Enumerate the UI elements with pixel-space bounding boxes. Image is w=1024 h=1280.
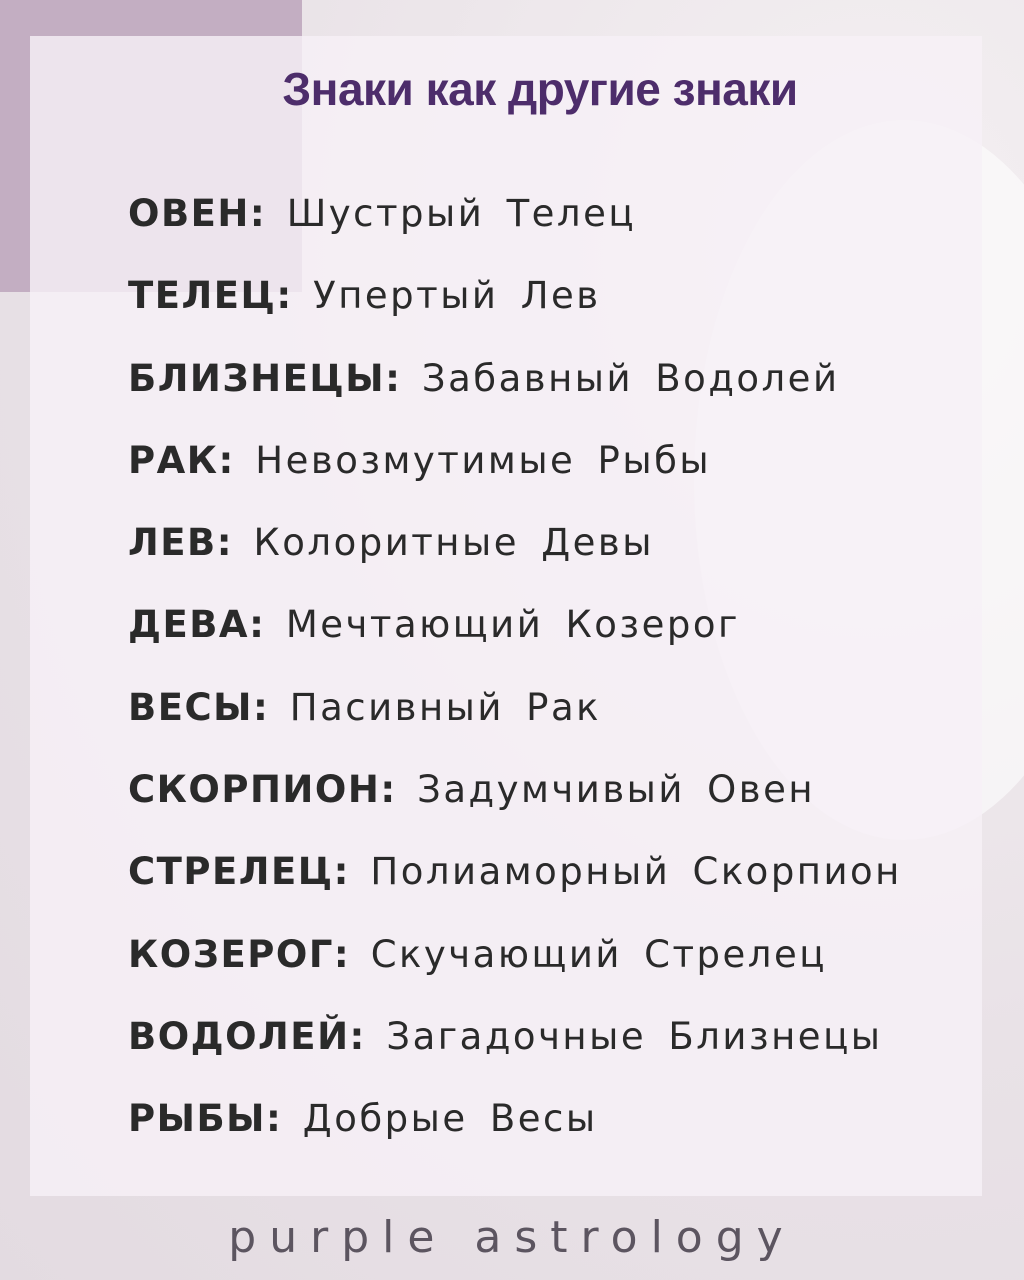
sign-description: Полиаморный Скорпион <box>370 850 902 894</box>
sign-description: Мечтающий Козерог <box>285 603 740 647</box>
list-item: СТРЕЛЕЦ: Полиаморный Скорпион <box>128 850 902 894</box>
list-item: ДЕВА: Мечтающий Козерог <box>128 603 740 647</box>
list-item: ВОДОЛЕЙ: Загадочные Близнецы <box>128 1014 883 1058</box>
page-title: Знаки как другие знаки <box>282 63 798 115</box>
sign-name: ТЕЛЕЦ <box>128 274 277 318</box>
sign-description: Колоритные Девы <box>253 521 654 565</box>
list-item: РАК: Невозмутимые Рыбы <box>128 438 712 482</box>
list-item: ОВЕН: Шустрый Телец <box>128 192 637 235</box>
sign-description: Загадочные Близнецы <box>386 1014 883 1058</box>
list-item: СКОРПИОН: Задумчивый Овен <box>128 768 816 812</box>
list-item: ТЕЛЕЦ: Упертый Лев <box>128 274 601 318</box>
list-item: БЛИЗНЕЦЫ: Забавный Водолей <box>128 356 840 400</box>
sign-name: РЫБЫ <box>128 1097 266 1141</box>
list-item: РЫБЫ: Добрые Весы <box>128 1097 598 1141</box>
sign-description: Забавный Водолей <box>421 356 840 400</box>
sign-description: Скучающий Стрелец <box>370 932 827 976</box>
list-item: КОЗЕРОГ: Скучающий Стрелец <box>128 932 827 976</box>
brand-footer: purple astrology <box>228 1212 796 1263</box>
sign-description: Шустрый Телец <box>286 192 637 235</box>
sign-name: СКОРПИОН <box>128 768 381 812</box>
sign-name: РАК <box>128 438 219 482</box>
sign-description: Добрые Весы <box>302 1097 598 1141</box>
sign-name: ВОДОЛЕЙ <box>128 1014 350 1058</box>
list-item: ЛЕВ: Колоритные Девы <box>128 521 654 565</box>
sign-description: Невозмутимые Рыбы <box>255 438 712 482</box>
list-item: ВЕСЫ: Пасивный Рак <box>128 685 602 729</box>
sign-list <box>128 188 902 1176</box>
sign-description: Задумчивый Овен <box>417 768 816 812</box>
sign-name: СТРЕЛЕЦ <box>128 850 334 894</box>
sign-description: Пасивный Рак <box>289 685 602 729</box>
sign-name: ОВЕН <box>128 192 250 235</box>
sign-name: ЛЕВ <box>128 521 217 565</box>
sign-name: КОЗЕРОГ <box>128 932 334 976</box>
sign-description: Упертый Лев <box>313 274 601 318</box>
sign-name: ВЕСЫ <box>128 685 253 729</box>
sign-name: БЛИЗНЕЦЫ <box>128 356 386 400</box>
sign-name: ДЕВА <box>128 603 250 647</box>
